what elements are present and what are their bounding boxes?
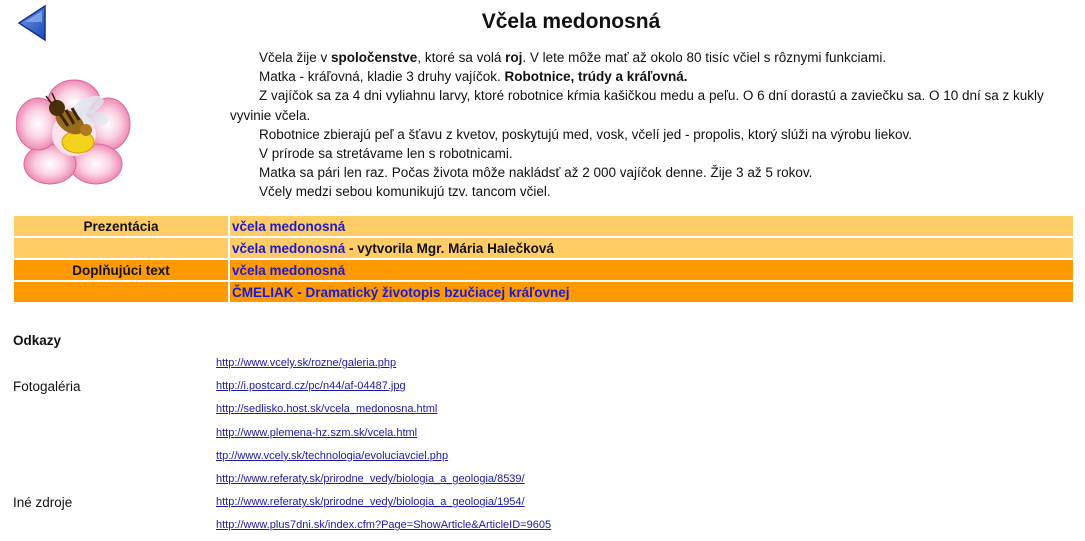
resources-table — [12, 214, 1075, 304]
row-label — [14, 282, 228, 302]
list-item — [216, 448, 551, 471]
intro-paragraph: Robotnice zbierajú peľ a šťavu z kvetov, poskytujú med, vosk, včelí jed - propolis, ktorý slúži na výrobu liekov. — [259, 126, 913, 142]
list-item — [216, 517, 551, 540]
ine-zdroje-label: Iné zdroje — [13, 495, 73, 510]
doplnujuci-text-link[interactable]: včela medonosná — [232, 262, 346, 278]
reference-link[interactable]: http://www.referaty.sk/prirodne_vedy/biologia_a_geologia/1954/ — [216, 496, 525, 509]
author-text: - vytvorila Mgr. Mária Halečková — [345, 240, 554, 256]
prezentacia-link[interactable]: včela medonosná — [232, 218, 346, 234]
bold-term: Robotnice, trúdy a kráľovná. — [504, 69, 688, 85]
odkazy-heading: Odkazy — [13, 333, 62, 348]
cmeliak-link[interactable]: ČMELIAK - Dramatický životopis bzučiacej kráľovnej — [232, 284, 570, 300]
links-list — [216, 355, 551, 541]
intro-paragraph — [230, 48, 1075, 67]
intro-paragraph: V prírode sa stretávame len s robotnicami. — [259, 146, 513, 162]
list-item — [216, 355, 551, 378]
reference-link[interactable]: http://sedlisko.host.sk/vcela_medonosna.html — [216, 403, 438, 416]
row-label — [14, 238, 228, 258]
bee-on-flower-icon — [16, 78, 132, 186]
row-label: Doplňujúci text — [14, 260, 228, 280]
intro-paragraph: Včely medzi sebou komunikujú tzv. tancom včiel. — [259, 184, 551, 200]
bold-term: roj — [505, 50, 523, 65]
fotogaleria-label: Fotogaléria — [13, 379, 81, 394]
resource-row — [14, 282, 1073, 302]
list-item — [216, 425, 551, 448]
reference-link[interactable]: http://www.plemena-hz.szm.sk/vcela.html — [216, 426, 418, 439]
reference-link[interactable]: http://www.vcely.sk/rozne/galeria.php — [216, 357, 397, 369]
text-span: Matka - kráľovná, kladie 3 druhy vajíčok. — [259, 69, 505, 85]
resource-row — [14, 260, 1073, 280]
text-span: . V lete môže mať až okolo 80 tisíc včiel s rôznymi funkciami. — [522, 50, 887, 65]
text-span: , ktoré sa volá — [417, 50, 506, 65]
list-item — [216, 471, 551, 494]
list-item — [216, 494, 551, 517]
intro-paragraph — [230, 67, 1075, 86]
reference-link[interactable]: http://www.referaty.sk/prirodne_vedy/biologia_a_geologia/8539/ — [216, 472, 525, 485]
intro-paragraph: Matka sa pári len raz. Počas života môže nakládsť až 2 000 vajíčok denne. Žije 3 až 5 rokov. — [259, 165, 813, 181]
text-span: Včela žije v — [259, 50, 332, 65]
prezentacia-2-link[interactable]: včela medonosná — [232, 240, 346, 256]
list-item — [216, 401, 551, 424]
resource-row — [14, 238, 1073, 258]
reference-link[interactable]: http://i.postcard.cz/pc/n44/af-04487.jpg — [216, 380, 406, 393]
page-title: Včela medonosná — [481, 10, 661, 33]
intro-text — [230, 48, 1075, 202]
reference-link[interactable]: http://www.plus7dni.sk/index.cfm?Page=ShowArticle&ArticleID=9605 — [216, 519, 552, 532]
list-item — [216, 378, 551, 401]
intro-paragraph: Z vajíčok sa za 4 dni vyliahnu larvy, ktoré robotnice kŕmia kašičkou medu a peľu. O 6 dní dorastú a zaviečku sa. O 10 dní sa z kukly vyvinie včela. — [230, 88, 1044, 123]
row-label: Prezentácia — [14, 216, 228, 236]
resource-row — [14, 216, 1073, 236]
bold-term: spoločenstve — [331, 50, 418, 65]
reference-link[interactable]: ttp://www.vcely.sk/technologia/evoluciavciel.php — [216, 449, 449, 462]
